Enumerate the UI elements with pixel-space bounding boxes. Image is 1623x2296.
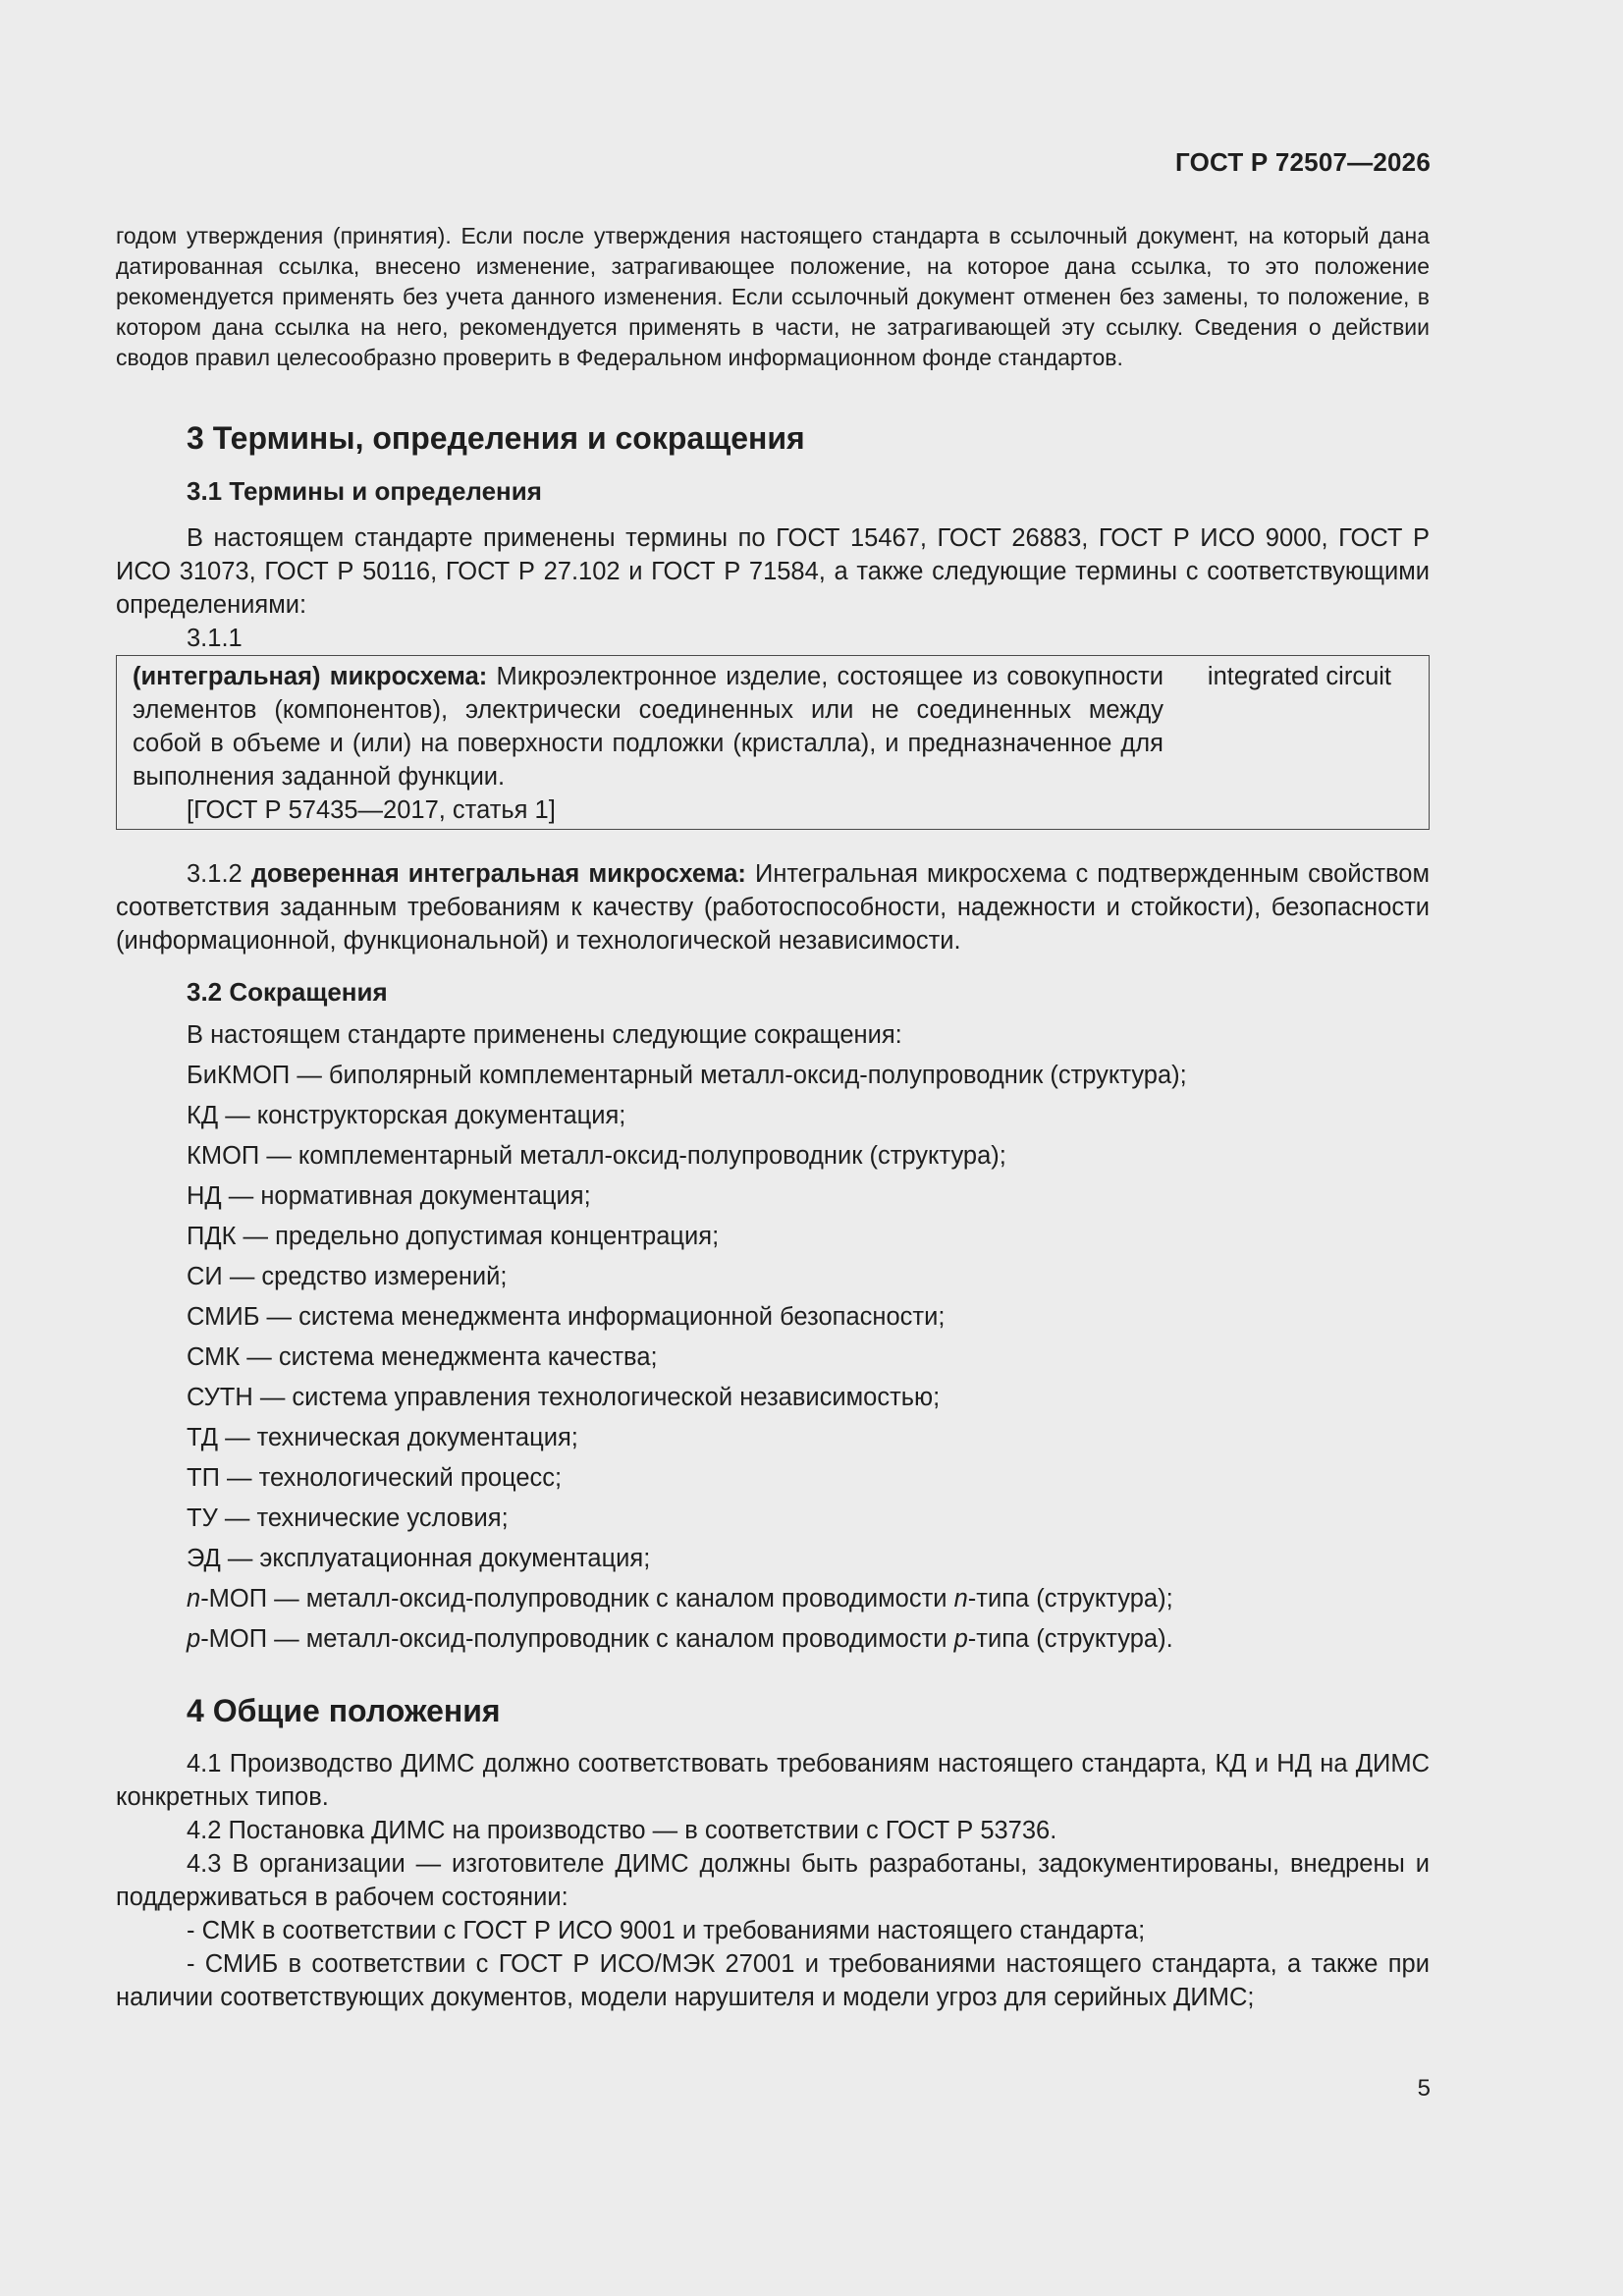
term-definition-2: Интегральная микросхема с подтвержденным свойством соответствия заданным требованиям к качеству (работоспособности, надежности и стойкости), безопасности (информационной, функциональной) и технологической независимости.: [116, 860, 1430, 955]
list-item: СИ — средство измерений;: [187, 1263, 508, 1290]
list-item: КМОП — комплементарный металл-оксид-полупроводник (структура);: [187, 1142, 1006, 1170]
list-item: ТП — технологический процесс;: [187, 1464, 563, 1492]
subsection-3-2-title: 3.2 Сокращения: [187, 977, 388, 1007]
term-english: integrated circuit: [1207, 663, 1391, 690]
list-item: ЭД — эксплуатационная документация;: [187, 1545, 651, 1572]
section-3-title: 3 Термины, определения и сокращения: [187, 420, 805, 456]
term-name: (интегральная) микросхема:: [133, 663, 488, 690]
abbreviations-list: [116, 1015, 1430, 1660]
subsection-3-1-intro: В настоящем стандарте применены термины по ГОСТ 15467, ГОСТ 26883, ГОСТ Р ИСО 9000, ГОСТ Р ИСО 31073, ГОСТ Р 50116, ГОСТ Р 27.102 и ГОСТ Р 71584, а также следующие термины с соответствующими определениями:: [116, 524, 1430, 619]
paragraph-4-2: 4.2 Постановка ДИМС на производство — в соответствии с ГОСТ Р 53736.: [187, 1817, 1057, 1844]
list-item: КД — конструкторская документация;: [187, 1102, 626, 1129]
page-number: 5: [1417, 2075, 1431, 2102]
italic-letter: n: [187, 1585, 201, 1613]
abbreviations-intro: В настоящем стандарте применены следующие сокращения:: [187, 1021, 902, 1049]
subsection-3-1-title: 3.1 Термины и определения: [187, 476, 542, 506]
abbr-text: -МОП — металл-оксид-полупроводник с каналом проводимости: [200, 1625, 954, 1653]
term-number-2: 3.1.2: [187, 860, 251, 888]
list-item: СМИБ — система менеджмента информационной безопасности;: [187, 1303, 946, 1331]
list-item: ТУ — технические условия;: [187, 1504, 509, 1532]
term-source: [ГОСТ Р 57435—2017, статья 1]: [187, 796, 556, 824]
term-definition-text: Микроэлектронное изделие, состоящее из совокупности элементов (компонентов), электрически соединенных или не соединенных между собой в объеме и (или) на поверхности подложки (кристалла), и предназначенное для выполнения заданной функции.: [133, 663, 1163, 791]
term-definition: [133, 660, 1163, 827]
list-item: БиКМОП — биполярный комплементарный металл-оксид-полупроводник (структура);: [187, 1062, 1187, 1089]
term-3-1-2: [116, 857, 1430, 957]
paragraph-4-3: 4.3 В организации — изготовителе ДИМС должны быть разработаны, задокументированы, внедрены и поддерживаться в рабочем состоянии:: [116, 1850, 1430, 1911]
list-item: СУТН — система управления технологической независимостью;: [187, 1384, 941, 1411]
list-item: ТД — техническая документация;: [187, 1424, 578, 1451]
term-number: 3.1.1: [187, 625, 243, 652]
list-item: - СМК в соответствии с ГОСТ Р ИСО 9001 и требованиями настоящего стандарта;: [187, 1917, 1146, 1944]
term-name-2: доверенная интегральная микросхема:: [250, 860, 746, 888]
abbr-text: -типа (структура).: [967, 1625, 1173, 1653]
term-definition-box: [116, 655, 1430, 830]
italic-letter: p: [953, 1625, 968, 1653]
abbr-text: -МОП — металл-оксид-полупроводник с каналом проводимости: [200, 1585, 954, 1613]
intro-paragraph: годом утверждения (принятия). Если после утверждения настоящего стандарта в ссылочный документ, на который дана датированная ссылка, внесено изменение, затрагивающее положение, на которое дана ссылка, то это положение рекомендуется применять без учета данного изменения. Если ссылочный документ отменен без замены, то положение, в котором дана ссылка на него, рекомендуется применять в части, не затрагивающей эту ссылку. Сведения о действии сводов правил целесообразно проверить в Федеральном информационном фонде стандартов.: [116, 223, 1430, 370]
section-4-title: 4 Общие положения: [187, 1693, 501, 1728]
paragraph-4-1: 4.1 Производство ДИМС должно соответствовать требованиям настоящего стандарта, КД и НД на ДИМС конкретных типов.: [116, 1750, 1430, 1811]
italic-letter: p: [187, 1625, 201, 1653]
list-item: - СМИБ в соответствии с ГОСТ Р ИСО/МЭК 27001 и требованиями настоящего стандарта, а также при наличии соответствующих документов, модели нарушителя и модели угроз для серийных ДИМС;: [116, 1950, 1430, 2011]
document-code: ГОСТ Р 72507—2026: [1175, 147, 1431, 177]
list-item: [116, 1579, 1430, 1619]
italic-letter: n: [953, 1585, 968, 1613]
list-item: ПДК — предельно допустимая концентрация;: [187, 1223, 720, 1250]
list-item: НД — нормативная документация;: [187, 1182, 591, 1210]
list-item: [116, 1619, 1430, 1660]
list-item: СМК — система менеджмента качества;: [187, 1343, 658, 1371]
page-content: [116, 221, 1430, 2014]
abbr-text: -типа (структура);: [967, 1585, 1173, 1613]
